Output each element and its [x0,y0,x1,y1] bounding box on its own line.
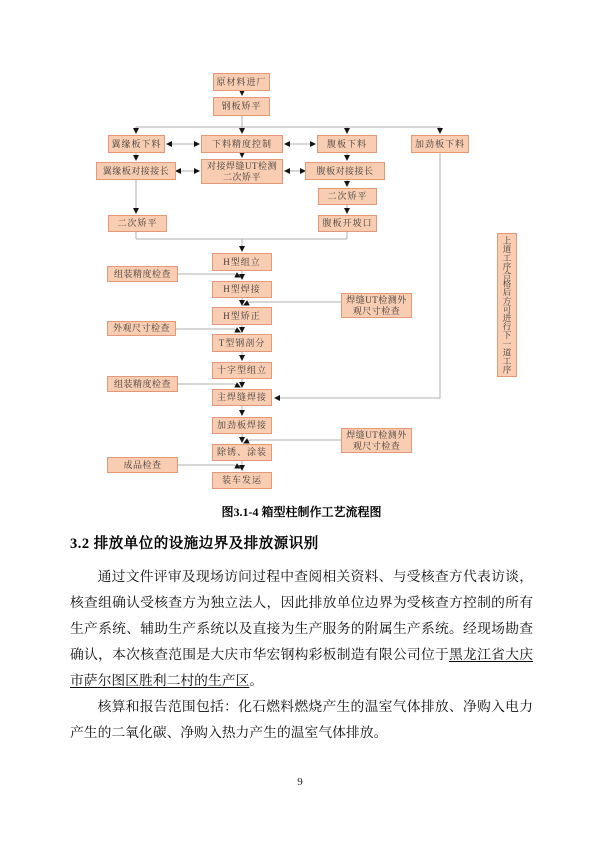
flow-box-stiffener-cutting: 加劲板下料 [411,135,469,153]
flow-box-plate-leveling: 钢板矫平 [213,97,270,116]
flow-box-main-weld: 主焊缝焊接 [212,389,272,406]
flow-box-second-leveling-left: 二次矫平 [108,215,167,232]
flow-side-note: 上道工序合格后方可进行下一道工序 [497,233,517,377]
paragraph-1: 通过文件评审及现场访问过程中查阅相关资料、与受核查方代表访谈，核查组确认受核查方为独立法人，因此排放单位边界为受核查方控制的所有生产系统、辅助生产系统以及直接为生产服务的附属生产系统。经现场勘查确认，本次核查范围是大庆市华宏钢构彩板制造有限公司位于黑龙江省大庆市萨尔图区胜利二村的生产区。 [70,569,534,688]
flow-box-butt-weld-ut: 对接焊缝UT检测二次矫平 [201,159,283,184]
flow-box-stiffener-welding: 加劲板焊接 [212,417,272,434]
flow-box-flange-cutting: 翼缘板下料 [108,135,165,153]
flow-box-web-splicing: 腹板对接接长 [305,162,385,180]
body-text [70,564,533,746]
flow-box-product-check: 成品检查 [107,457,178,473]
flow-box-derusting-painting: 除锈、涂装 [212,444,272,461]
flow-box-t-steel-splitting: T型钢剖分 [212,334,272,352]
flow-box-flange-splicing: 翼缘板对接接长 [96,162,176,180]
flow-box-weld-ut-check-2: 焊缝UT检测外观尺寸检查 [341,428,412,453]
page-number: 9 [297,776,303,788]
flow-box-appearance-check: 外观尺寸检查 [107,321,176,336]
flow-box-loading-shipping: 装车发运 [212,472,272,489]
flow-box-second-leveling-right: 二次矫平 [318,188,377,205]
flow-box-assembly-check-1: 组装精度检查 [107,266,178,282]
paragraph-2: 核算和报告范围包括：化石燃料燃烧产生的温室气体排放、净购入电力产生的二氧化碳、净购入热力产生的温室气体排放。 [70,699,533,740]
flow-box-cutting-precision: 下料精度控制 [201,135,283,153]
flow-box-web-cutting: 腹板下料 [317,135,377,153]
flow-box-assembly-check-2: 组装精度检查 [107,376,178,392]
flow-box-weld-ut-check-1: 焊缝UT检测外观尺寸检查 [341,293,412,318]
flow-box-cross-assembly: 十字型组立 [212,362,272,379]
flow-box-web-beveling: 腹板开坡口 [318,215,377,232]
flow-box-h-welding: H型焊接 [212,281,272,298]
flow-box-h-assembly: H型组立 [212,253,272,271]
section-heading: 3.2 排放单位的设施边界及排放源识别 [70,536,319,552]
figure-caption: 图3.1-4 箱型柱制作工艺流程图 [221,505,382,519]
flow-box-raw-material: 原材料进厂 [213,73,270,91]
flow-box-h-straightening: H型矫正 [212,307,272,325]
